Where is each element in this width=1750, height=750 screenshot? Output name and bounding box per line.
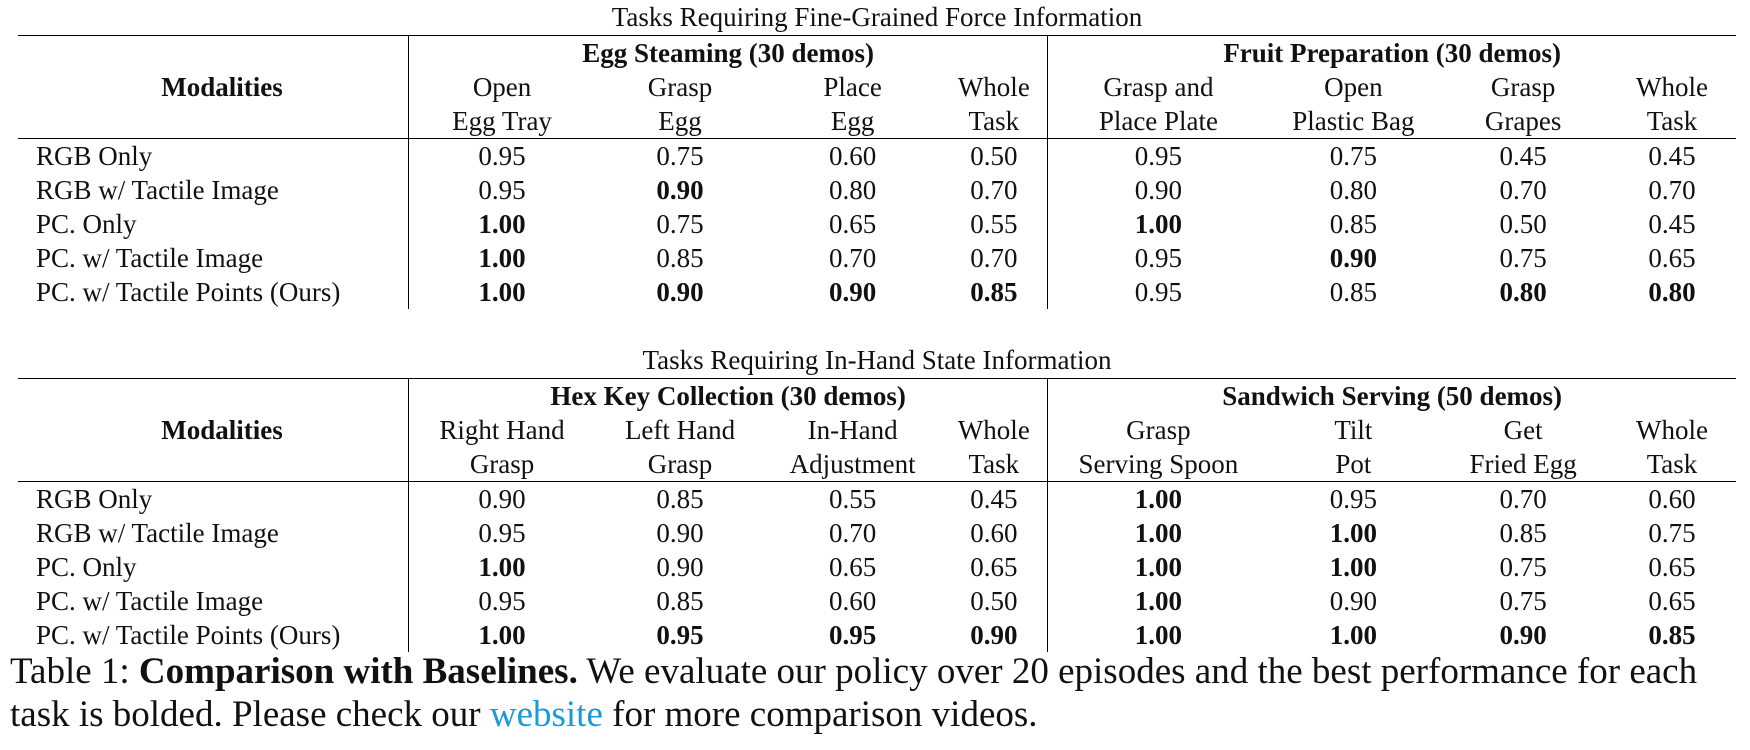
modality-label: RGB w/ Tactile Image <box>36 175 279 205</box>
success-rate-cell: 1.00 <box>1048 482 1269 517</box>
subtask-header: Grasp <box>1490 72 1556 102</box>
modality-label: PC. w/ Tactile Image <box>36 586 264 616</box>
table-row <box>18 241 1736 275</box>
success-rate-cell: 0.70 <box>970 175 1018 205</box>
success-rate-cell: 0.70 <box>1499 175 1547 205</box>
success-rate-cell: 0.95 <box>1048 241 1269 275</box>
subtask-header: Grasp and <box>1048 70 1269 104</box>
success-rate-cell: 0.90 <box>829 277 877 307</box>
success-rate-cell: 0.85 <box>595 482 765 517</box>
subtask-header: Task <box>1646 106 1698 136</box>
task-group-header: Hex Key Collection (30 demos) <box>408 379 1047 414</box>
success-rate-cell: 0.95 <box>408 139 595 174</box>
success-rate-cell: 0.85 <box>1499 518 1547 548</box>
success-rate-cell: 0.75 <box>1648 518 1696 548</box>
success-rate-cell: 0.95 <box>408 516 595 550</box>
success-rate-cell: 0.45 <box>1438 139 1608 174</box>
success-rate-cell: 0.90 <box>1499 620 1547 650</box>
success-rate-cell: 0.45 <box>940 482 1048 517</box>
success-rate-cell: 0.60 <box>970 518 1018 548</box>
success-rate-cell: 0.90 <box>656 518 704 548</box>
success-rate-cell: 0.55 <box>765 482 940 517</box>
subtask-header: Task <box>1646 449 1698 479</box>
success-rate-cell: 0.85 <box>656 586 704 616</box>
success-rate-cell: 0.50 <box>970 586 1018 616</box>
success-rate-cell: 0.90 <box>1329 586 1377 616</box>
subtask-header: Grasp <box>408 447 595 482</box>
success-rate-cell: 0.65 <box>1648 586 1696 616</box>
success-rate-cell: 0.50 <box>940 139 1048 174</box>
subtask-header: Open <box>1324 72 1383 102</box>
success-rate-cell: 0.45 <box>1608 139 1736 174</box>
success-rate-cell: 0.65 <box>1648 243 1696 273</box>
subtask-header: Serving Spoon <box>1048 447 1269 482</box>
success-rate-cell: 1.00 <box>408 275 595 309</box>
modality-label: PC. Only <box>36 209 137 239</box>
success-rate-cell: 0.90 <box>1048 173 1269 207</box>
modality-label: RGB Only <box>18 139 408 174</box>
success-rate-cell: 0.95 <box>829 620 877 650</box>
success-rate-cell: 0.65 <box>829 209 877 239</box>
success-rate-cell: 0.60 <box>765 139 940 174</box>
success-rate-cell: 0.60 <box>1608 482 1736 517</box>
task-group-header: Egg Steaming (30 demos) <box>408 36 1047 71</box>
success-rate-cell: 0.60 <box>829 586 877 616</box>
success-rate-cell: 0.70 <box>970 243 1018 273</box>
success-rate-cell: 0.80 <box>829 175 877 205</box>
table-force-information <box>18 0 1736 309</box>
success-rate-cell: 0.90 <box>656 552 704 582</box>
modality-label: PC. Only <box>36 552 137 582</box>
group-header-row <box>18 379 1736 414</box>
success-rate-cell: 0.95 <box>1048 139 1269 174</box>
caption-label: Table 1: <box>10 651 130 692</box>
success-rate-cell: 0.95 <box>656 620 704 650</box>
modality-label: RGB w/ Tactile Image <box>36 518 279 548</box>
subtask-header: Place <box>823 72 882 102</box>
subtask-header: Place Plate <box>1048 104 1269 139</box>
success-rate-cell: 0.55 <box>970 209 1018 239</box>
subtask-header: Plastic Bag <box>1292 106 1415 136</box>
success-rate-cell: 0.95 <box>1269 482 1439 517</box>
table-title: Tasks Requiring In-Hand State Information <box>642 345 1112 375</box>
success-rate-cell: 0.90 <box>656 175 704 205</box>
success-rate-cell: 0.65 <box>829 552 877 582</box>
success-rate-cell: 0.75 <box>595 139 765 174</box>
subtask-header: Whole <box>1636 415 1708 445</box>
success-rate-cell: 0.70 <box>829 518 877 548</box>
task-group-header: Sandwich Serving (50 demos) <box>1048 379 1736 414</box>
subtask-header: Get <box>1503 415 1543 445</box>
subtask-header: Task <box>968 449 1020 479</box>
modalities-header: Modalities <box>18 379 408 482</box>
table-row <box>18 482 1736 517</box>
success-rate-cell: 0.75 <box>1269 139 1439 174</box>
success-rate-cell: 1.00 <box>408 207 595 241</box>
table-in-hand-state <box>18 343 1736 652</box>
success-rate-cell: 0.75 <box>1499 586 1547 616</box>
success-rate-cell: 0.75 <box>1499 243 1547 273</box>
success-rate-cell: 0.90 <box>408 482 595 517</box>
success-rate-cell: 1.00 <box>1329 552 1377 582</box>
table-row <box>18 173 1736 207</box>
modality-label: PC. w/ Tactile Points (Ours) <box>36 620 341 650</box>
subtask-header: Grasp <box>647 449 713 479</box>
success-rate-cell: 1.00 <box>408 618 595 652</box>
success-rate-cell: 0.85 <box>656 243 704 273</box>
success-rate-cell: 1.00 <box>1048 550 1269 584</box>
results-table <box>18 35 1736 309</box>
table-row <box>18 516 1736 550</box>
subtask-header: Left Hand <box>624 415 736 445</box>
success-rate-cell: 0.95 <box>1048 275 1269 309</box>
subtask-header: Grasp <box>1048 413 1269 447</box>
table-row <box>18 275 1736 309</box>
website-link[interactable]: website <box>489 694 603 735</box>
table-row <box>18 550 1736 584</box>
subtask-header: In-Hand <box>807 415 898 445</box>
success-rate-cell: 1.00 <box>1048 584 1269 618</box>
success-rate-cell: 0.75 <box>656 209 704 239</box>
results-table <box>18 378 1736 652</box>
success-rate-cell: 1.00 <box>1329 620 1377 650</box>
caption-text: We evaluate our policy over 20 episodes and the best performance for each task is bolded. Please check our <box>10 651 1698 735</box>
success-rate-cell: 1.00 <box>408 241 595 275</box>
table-row <box>18 207 1736 241</box>
subtask-header: Tilt <box>1334 415 1373 445</box>
modalities-header: Modalities <box>18 36 408 139</box>
success-rate-cell: 0.80 <box>1648 277 1696 307</box>
success-rate-cell: 0.95 <box>408 584 595 618</box>
success-rate-cell: 1.00 <box>408 550 595 584</box>
subtask-header: Grapes <box>1484 106 1562 136</box>
success-rate-cell: 0.90 <box>970 620 1018 650</box>
subtask-header: Egg <box>658 106 702 136</box>
success-rate-cell: 0.65 <box>970 552 1018 582</box>
subtask-header: Adjustment <box>789 449 916 479</box>
subtask-header: Egg <box>830 106 875 136</box>
success-rate-cell: 1.00 <box>1329 518 1377 548</box>
success-rate-cell: 0.45 <box>1648 209 1696 239</box>
subtask-header: Grasp <box>647 72 713 102</box>
table-row <box>18 584 1736 618</box>
modality-label: RGB Only <box>18 482 408 517</box>
table-title: Tasks Requiring Fine-Grained Force Information <box>611 2 1143 32</box>
success-rate-cell: 0.80 <box>1499 277 1547 307</box>
subtask-header: Egg Tray <box>408 104 595 139</box>
success-rate-cell: 0.85 <box>1329 209 1378 239</box>
success-rate-cell: 0.50 <box>1499 209 1547 239</box>
success-rate-cell: 0.65 <box>1648 552 1696 582</box>
success-rate-cell: 0.80 <box>1329 175 1378 205</box>
success-rate-cell: 0.85 <box>1329 277 1378 307</box>
subtask-header: Pot <box>1335 449 1372 479</box>
table-row <box>18 139 1736 174</box>
success-rate-cell: 0.85 <box>1648 620 1696 650</box>
caption-text-end: for more comparison videos. <box>612 694 1038 735</box>
success-rate-cell: 0.85 <box>970 277 1018 307</box>
modality-label: PC. w/ Tactile Image <box>36 243 264 273</box>
success-rate-cell: 1.00 <box>1048 516 1269 550</box>
success-rate-cell: 0.95 <box>408 173 595 207</box>
success-rate-cell: 1.00 <box>1048 207 1269 241</box>
success-rate-cell: 0.75 <box>1499 552 1547 582</box>
modality-label: PC. w/ Tactile Points (Ours) <box>36 277 341 307</box>
subtask-header: Whole <box>957 72 1030 102</box>
subtask-header: Right Hand <box>408 413 595 447</box>
success-rate-cell: 1.00 <box>1048 618 1269 652</box>
subtask-header: Open <box>408 70 595 104</box>
success-rate-cell: 0.70 <box>829 243 877 273</box>
task-group-header: Fruit Preparation (30 demos) <box>1048 36 1736 71</box>
success-rate-cell: 0.90 <box>1329 243 1378 273</box>
success-rate-cell: 0.70 <box>1648 175 1696 205</box>
success-rate-cell: 0.90 <box>656 277 704 307</box>
table-row <box>18 618 1736 652</box>
subtask-header: Whole <box>957 415 1030 445</box>
table-caption <box>10 650 1740 736</box>
success-rate-cell: 0.70 <box>1438 482 1608 517</box>
caption-title: Comparison with Baselines. <box>138 651 578 692</box>
subtask-header: Whole <box>1636 72 1708 102</box>
group-header-row <box>18 36 1736 71</box>
subtask-header: Fried Egg <box>1469 449 1577 479</box>
subtask-header: Task <box>968 106 1020 136</box>
